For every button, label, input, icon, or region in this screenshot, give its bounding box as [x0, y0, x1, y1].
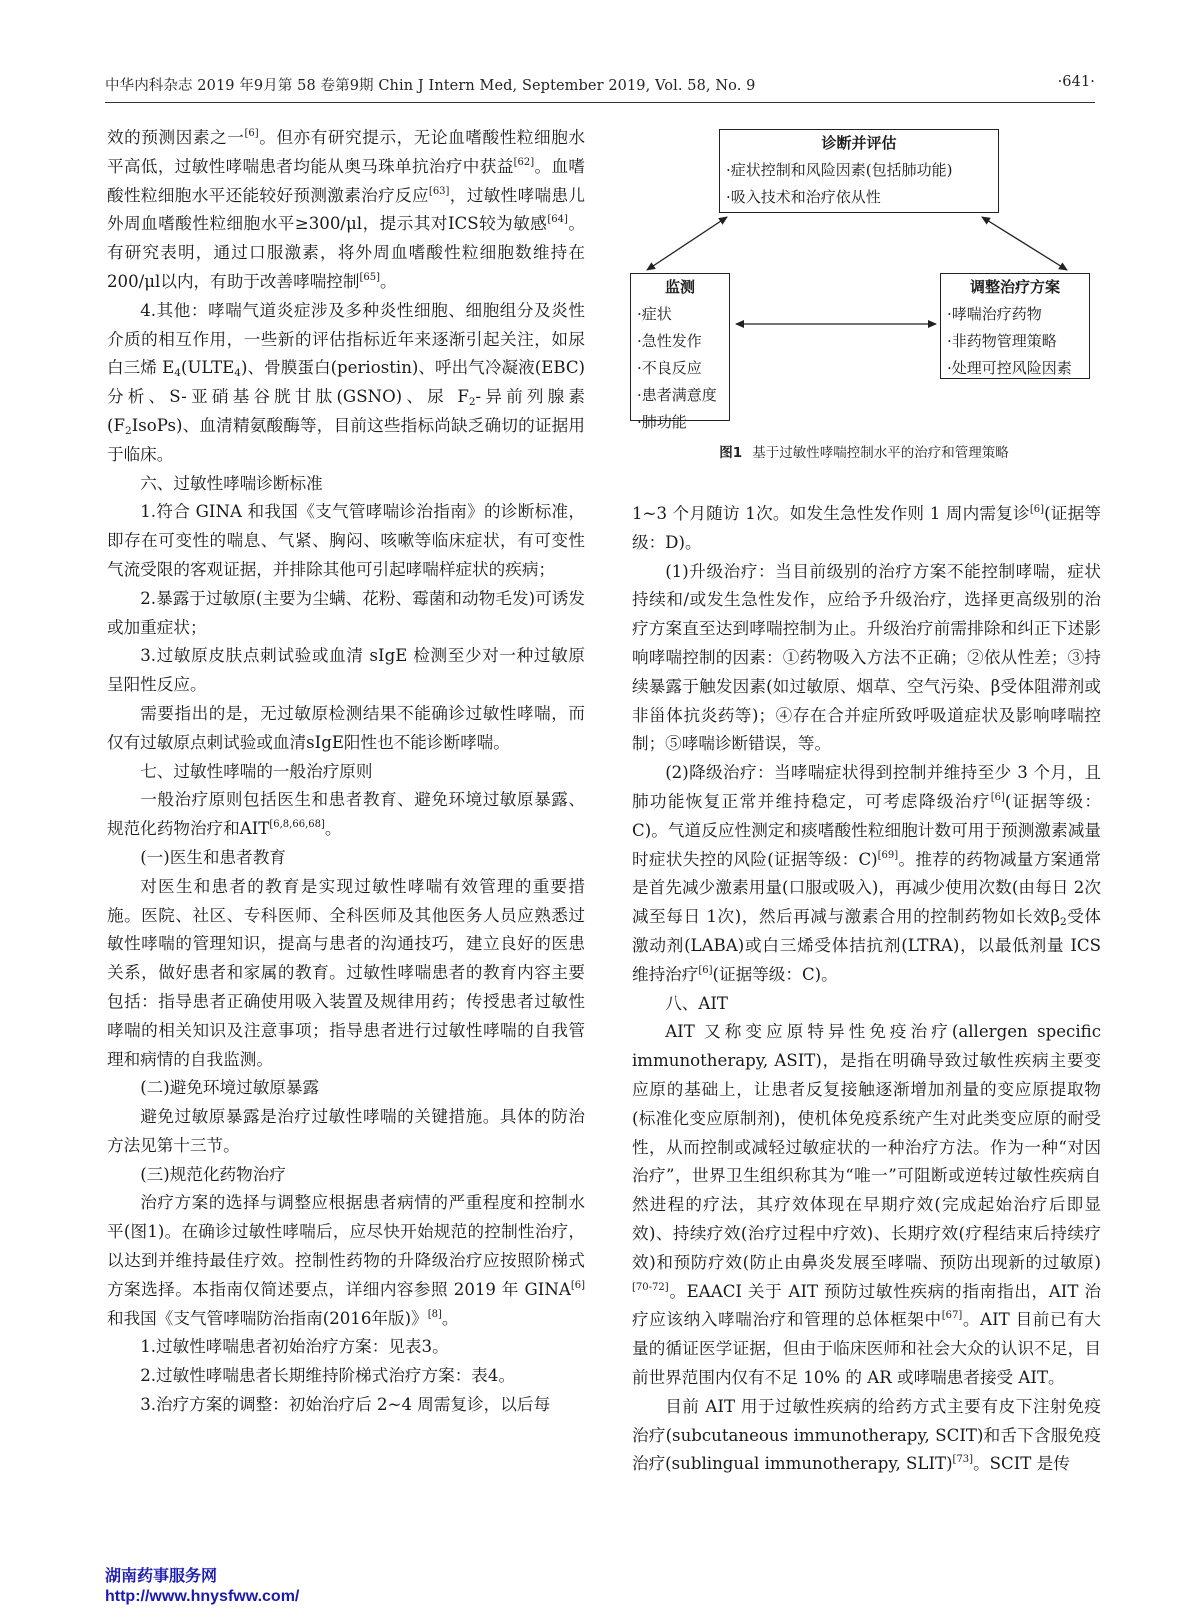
- section-heading: 八、AIT: [665, 993, 728, 1013]
- paragraph: (2)降级治疗：当哮喘症状得到控制并维持至少 3 个月，且肺功能恢复正常并维持稳定，可考虑降级治疗[6](证据等级：C)。气道反应性测定和痰嗜酸性粒细胞计数可用于预测激素减量时症状失控的风险(证据等级：C)[69]。推荐的药物减量方案通常是首先减少激素用量(口服或吸入)，再减少使用次数(由每日 2次减至每日 1次)，然后再减与激素合用的控制药物如长效$\beta_2$受体激动剂(LABA)或白三烯受体拮抗剂(LTRA)，以最低剂量 ICS 维持治疗[6](证据等级：C)。: [632, 763, 1102, 984]
- box-item: ·急性发作: [637, 332, 702, 350]
- box-item: ·症状: [637, 305, 672, 323]
- site-watermark: [105, 1567, 299, 1607]
- adjust-treatment-box: [940, 273, 1090, 379]
- paragraph: 治疗方案的选择与调整应根据患者病情的严重程度和控制水平(图1)。在确诊过敏性哮喘后，应尽快开始规范的控制性治疗，以达到并维持最佳疗效。控制性药物的升降级治疗应按照阶梯式方案选择。本指南仅简述要点，详细内容参照 2019 年 GINA[6]和我国《支气管哮喘防治指南(2016年版)》[8]。: [107, 1193, 585, 1328]
- paragraph: AIT 又称变应原特异性免疫治疗(allergen specific immunotherapy, ASIT)，是指在明确导致过敏性疾病主要变应原的基础上，让患者反复接触逐渐增加剂量的变应原提取物(标准化变应原制剂)，使机体免疫系统产生对此类变应原的耐受性，从而控制或减轻过敏症状的一种治疗方法。作为一种“对因治疗”，世界卫生组织称其为“唯一”可阻断或逆转过敏性疾病自然进程的疗法，其疗效体现在早期疗效(完成起始治疗后即显效)、持续疗效(治疗过程中疗效)、长期疗效(疗程结束后持续疗效)和预防疗效(防止由鼻炎发展至哮喘、预防出现新的过敏原)[70-72]。EAACI 关于 AIT 预防过敏性疾病的指南指出，AIT 治疗应该纳入哮喘治疗和管理的总体框架中[67]。AIT 目前已有大量的循证医学证据，但由于临床医师和社会大众的认识不足，目前世界范围内仅有不足 10% 的 AR 或哮喘患者接受 AIT。: [632, 1022, 1102, 1387]
- box-item: ·肺功能: [637, 413, 687, 431]
- left-column: [107, 124, 585, 1420]
- box-item: ·症状控制和风险因素(包括肺功能): [726, 161, 953, 179]
- paragraph: 需要指出的是，无过敏原检测结果不能确诊过敏性哮喘，而仅有过敏原点刺试验或血清sIgE阳性也不能诊断哮喘。: [107, 703, 585, 752]
- box-item: ·哮喘治疗药物: [947, 305, 1042, 323]
- right-column: [632, 500, 1101, 1479]
- paragraph: 4.其他：哮喘气道炎症涉及多种炎性细胞、细胞组分及炎性介质的相互作用，一些新的评估指标近年来逐渐引起关注，如尿白三烯 $E_4(ULTE_4)$、骨膜蛋白(periostin)、呼出气冷凝液(EBC)分析、S-亚硝基谷胱甘肽(GSNO)、尿 $F_2-$异前列腺素$(F_2IsoPs)$、血清精氨酸酶等，目前这些指标尚缺乏确切的证据用于临床。: [107, 300, 586, 464]
- subsection-heading: (三)规范化药物治疗: [140, 1164, 286, 1184]
- paragraph: 1.过敏性哮喘患者初始治疗方案：见表3。: [140, 1337, 449, 1357]
- figure-caption: [630, 441, 1098, 461]
- paragraph: 3.治疗方案的调整：初始治疗后 2~4 周需复诊，以后每: [140, 1395, 551, 1415]
- paragraph: 效的预测因素之一[6]。但亦有研究提示，无论血嗜酸性粒细胞水平高低，过敏性哮喘患者均能从奥马珠单抗治疗中获益[62]。血嗜酸性粒细胞水平还能较好预测激素治疗反应[63]，过敏性哮喘患儿外周血嗜酸性粒细胞水平≥300/μl，提示其对ICS较为敏感[64]。有研究表明，通过口服激素，将外周血嗜酸性粒细胞数维持在200/μl以内，有助于改善哮喘控制[65]。: [107, 128, 586, 291]
- section-heading: 六、过敏性哮喘诊断标准: [140, 473, 323, 493]
- page-number: ·641·: [1057, 74, 1095, 90]
- box-item: ·非药物管理策略: [947, 332, 1057, 350]
- journal-citation: 中华内科杂志 2019 年9月第 58 卷第9期 Chin J Intern Med, September 2019, Vol. 58, No. 9: [105, 78, 756, 94]
- subsection-heading: (一)医生和患者教育: [140, 847, 286, 867]
- figure-1: [630, 124, 1098, 480]
- paragraph: 一般治疗原则包括医生和患者教育、避免环境过敏原暴露、规范化药物治疗和AIT[6,8,66,68]。: [107, 790, 585, 839]
- diagnose-assess-box: [719, 129, 999, 213]
- paragraph: 1.符合 GINA 和我国《支气管哮喘诊治指南》的诊断标准，即存在可变性的喘息、气紧、胸闷、咳嗽等临床症状，有可变性气流受限的客观证据，并排除其他可引起哮喘样症状的疾病；: [107, 502, 585, 579]
- paragraph: 2.暴露于过敏原(主要为尘螨、花粉、霉菌和动物毛发)可诱发或加重症状；: [107, 588, 585, 637]
- header-rule: [105, 102, 1095, 103]
- caption-text: 基于过敏性哮喘控制水平的治疗和管理策略: [752, 445, 1009, 461]
- paragraph: 避免过敏原暴露是治疗过敏性哮喘的关键措施。具体的防治方法见第十三节。: [107, 1107, 585, 1155]
- section-heading: 七、过敏性哮喘的一般治疗原则: [140, 761, 373, 781]
- paragraph: 3.过敏原皮肤点刺试验或血清 sIgE 检测至少对一种过敏原呈阳性反应。: [107, 646, 585, 695]
- paragraph: (1)升级治疗：当目前级别的治疗方案不能控制哮喘，症状持续和/或发生急性发作，应给予升级治疗，选择更高级别的治疗方案直至达到哮喘控制为止。升级治疗前需排除和纠正下述影响哮喘控制的因素：①药物吸入方法不正确；②依从性差；③持续暴露于触发因素(如过敏原、烟草、空气污染、β受体阻滞剂或非甾体抗炎药等)；④存在合并症所致呼吸道症状及影响哮喘控制；⑤哮喘诊断错误，等。: [632, 561, 1101, 754]
- paragraph: 目前 AIT 用于过敏性疾病的给药方式主要有皮下注射免疫治疗(subcutaneous immunotherapy, SCIT)和舌下含服免疫治疗(sublingual immunotherapy, SLIT)[73]。SCIT 是传: [632, 1396, 1101, 1474]
- site-name: 湖南药事服务网: [105, 1568, 218, 1585]
- paragraph: 对医生和患者的教育是实现过敏性哮喘有效管理的重要措施。医院、社区、专科医师、全科医师及其他医务人员应熟悉过敏性哮喘的管理知识，提高与患者的沟通技巧，建立良好的医患关系，做好患者和家属的教育。过敏性哮喘患者的教育内容主要包括：指导患者正确使用吸入装置及规律用药；传授患者过敏性哮喘的相关知识及注意事项；指导患者进行过敏性哮喘的自我管理和病情的自我监测。: [107, 876, 585, 1069]
- caption-number: 图1: [719, 445, 743, 461]
- box-title: 调整治疗方案: [969, 278, 1060, 296]
- site-url[interactable]: http://www.hnysfww.com/: [105, 1588, 300, 1605]
- box-title: 诊断并评估: [821, 134, 897, 152]
- paragraph: 1~3 个月随访 1次。如发生急性发作则 1 周内需复诊[6](证据等级：D)。: [632, 504, 1101, 552]
- subsection-heading: (二)避免环境过敏原暴露: [140, 1078, 320, 1098]
- box-item: ·处理可控风险因素: [947, 359, 1072, 377]
- paragraph: 2.过敏性哮喘患者长期维持阶梯式治疗方案：表4。: [140, 1366, 516, 1386]
- box-item: ·患者满意度: [637, 386, 717, 404]
- box-item: ·吸入技术和治疗依从性: [726, 188, 881, 206]
- monitor-box: [630, 273, 730, 431]
- box-title: 监测: [664, 278, 695, 296]
- box-item: ·不良反应: [637, 359, 702, 377]
